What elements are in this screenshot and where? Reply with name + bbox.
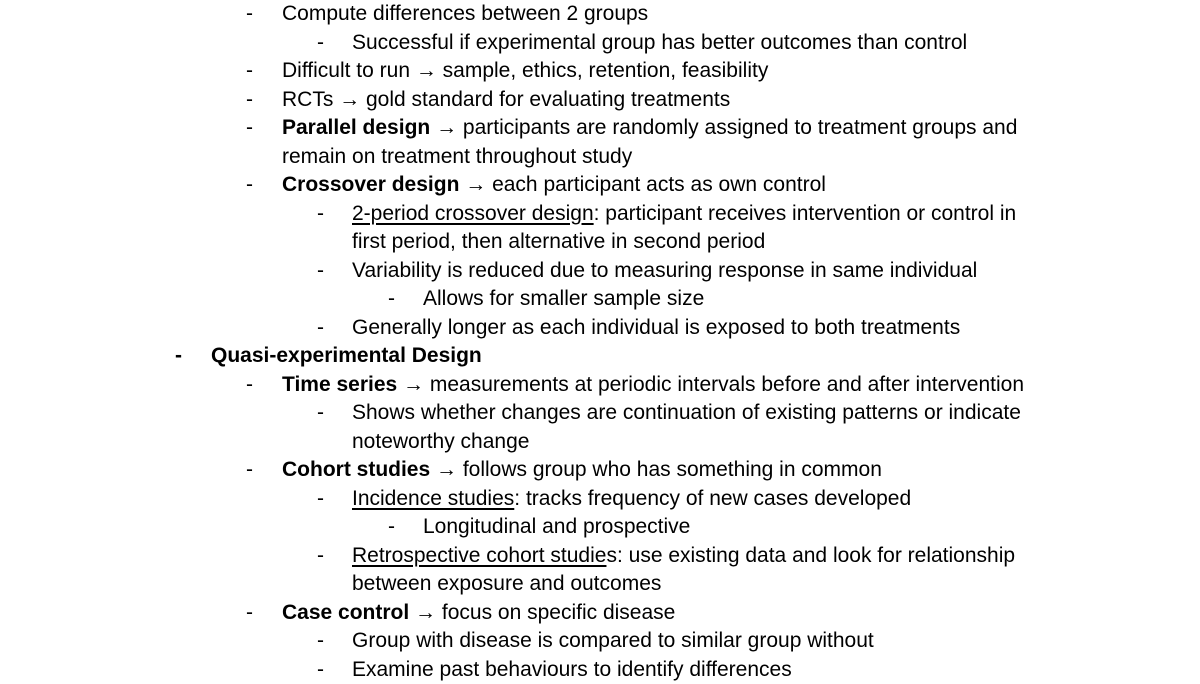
line-text — [352, 29, 967, 58]
line-text — [352, 570, 661, 599]
line-text — [352, 428, 529, 457]
outline-line — [0, 399, 1200, 428]
dash-bullet: - — [246, 600, 253, 624]
outline-line — [0, 29, 1200, 58]
underlined-term: Incidence studies — [352, 486, 515, 510]
outline-line — [0, 456, 1200, 485]
underlined-term: Retrospective cohort studie — [352, 543, 607, 567]
outline-line — [0, 656, 1200, 684]
dash-bullet: - — [246, 173, 253, 196]
line-text — [282, 0, 648, 29]
text-segment: Group with disease is compared to similar group without — [352, 629, 874, 652]
outline-line — [0, 57, 1200, 86]
text-segment: between exposure and outcomes — [352, 572, 662, 595]
dash-bullet: - — [317, 486, 324, 510]
outline-line — [0, 513, 1200, 542]
outline-line — [0, 143, 1200, 172]
line-text — [352, 228, 765, 257]
line-text — [282, 114, 1017, 143]
line-text — [352, 542, 1015, 571]
line-text — [423, 285, 704, 314]
dash-bullet: - — [388, 287, 395, 310]
text-segment: → measurements at periodic intervals before and after intervention — [397, 372, 1025, 396]
text-segment: → each participant acts as own control — [459, 173, 826, 196]
outline-line — [0, 200, 1200, 229]
text-segment: → follows group who has something in common — [430, 458, 882, 481]
bold-term: Parallel design — [282, 116, 431, 139]
dash-bullet: - — [317, 401, 324, 424]
outline-line — [0, 485, 1200, 514]
dash-bullet: - — [317, 629, 324, 652]
dash-bullet: - — [317, 30, 324, 54]
line-text — [352, 485, 911, 514]
text-segment: remain on treatment throughout study — [282, 144, 633, 168]
text-segment: Compute differences between 2 groups — [282, 2, 649, 25]
line-text — [352, 627, 874, 656]
line-text — [282, 86, 730, 115]
outline-line — [0, 342, 1200, 371]
dash-bullet: - — [317, 543, 324, 567]
line-text — [282, 143, 632, 172]
line-text — [282, 456, 882, 485]
outline-line — [0, 371, 1200, 400]
text-segment: → focus on specific disease — [409, 600, 676, 624]
line-text — [352, 656, 792, 684]
bold-term: Quasi-experimental Design — [211, 344, 482, 367]
outline-line — [0, 171, 1200, 200]
outline-line — [0, 285, 1200, 314]
dash-bullet: - — [388, 515, 395, 538]
outline-line — [0, 570, 1200, 599]
text-segment: Difficult to run → sample, ethics, retention, feasibility — [282, 59, 769, 82]
line-text — [352, 399, 1021, 428]
line-text — [282, 599, 675, 628]
outline-line — [0, 114, 1200, 143]
outline-line — [0, 428, 1200, 457]
dash-bullet: - — [246, 458, 253, 481]
text-segment: first period, then alternative in second period — [352, 230, 766, 253]
outline-line — [0, 627, 1200, 656]
bold-term: Cohort studies — [282, 458, 431, 481]
text-segment: RCTs → gold standard for evaluating treatments — [282, 87, 731, 111]
dash-bullet: - — [246, 372, 253, 396]
outline-line — [0, 86, 1200, 115]
line-text — [211, 342, 482, 371]
underlined-term: 2-period crossover design — [352, 201, 594, 225]
text-segment: → participants are randomly assigned to treatment groups and — [430, 116, 1018, 139]
text-segment: Longitudinal and prospective — [423, 515, 691, 538]
bold-term: Crossover design — [282, 173, 460, 196]
line-text — [352, 257, 977, 286]
dash-bullet: - — [246, 87, 253, 111]
line-text — [352, 200, 1016, 229]
dash-bullet: - — [317, 657, 324, 681]
text-segment: : participant receives intervention or control in — [593, 201, 1017, 225]
outline-line — [0, 599, 1200, 628]
text-segment: Variability is reduced due to measuring response in same individual — [352, 258, 978, 282]
dash-bullet: - — [317, 315, 324, 339]
text-segment: noteworthy change — [352, 429, 530, 453]
bold-term: Case control — [282, 600, 410, 624]
dash-bullet: - — [317, 258, 324, 282]
line-text — [352, 314, 960, 343]
outline-line — [0, 228, 1200, 257]
bold-term: Time series — [282, 372, 398, 396]
line-text — [282, 371, 1024, 400]
text-segment: Shows whether changes are continuation of existing patterns or indicate — [352, 401, 1021, 424]
text-segment: Allows for smaller sample size — [423, 287, 705, 310]
text-segment: Successful if experimental group has better outcomes than control — [352, 30, 968, 54]
text-segment: Generally longer as each individual is exposed to both treatments — [352, 315, 961, 339]
outline-line — [0, 257, 1200, 286]
text-segment: : tracks frequency of new cases developed — [514, 486, 912, 510]
dash-bullet: - — [246, 116, 253, 139]
dash-bullet: - — [317, 201, 324, 225]
line-text — [423, 513, 690, 542]
text-segment: s: use existing data and look for relationship — [606, 543, 1016, 567]
outline-line — [0, 314, 1200, 343]
dash-bullet: - — [246, 2, 253, 25]
text-segment: Examine past behaviours to identify differences — [352, 657, 792, 681]
line-text — [282, 57, 768, 86]
outline-line — [0, 542, 1200, 571]
outline-line — [0, 0, 1200, 29]
dash-bullet: - — [246, 59, 253, 82]
line-text — [282, 171, 826, 200]
dash-bullet: - — [175, 344, 182, 367]
